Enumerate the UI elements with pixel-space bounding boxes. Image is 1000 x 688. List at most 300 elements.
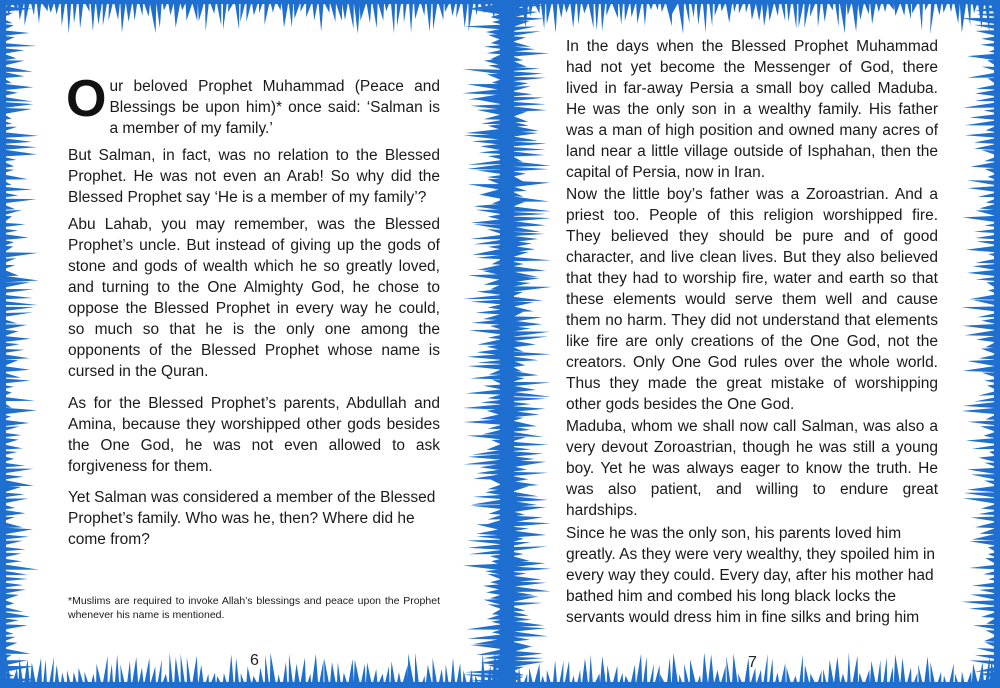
right-flame-spike: [985, 630, 997, 635]
center-flame-spike-right: [512, 602, 542, 606]
center-flame-spike-right: [512, 417, 524, 422]
top-flame-spike: [703, 2, 707, 33]
right-flame-spike: [978, 511, 997, 516]
center-flame-spike-left: [471, 219, 503, 225]
center-flame-spike-left: [467, 540, 502, 545]
bottom-flame-spike: [150, 667, 156, 687]
right-flame-spike: [976, 210, 998, 217]
top-flame-spike: [936, 2, 942, 16]
center-flame-spike-left: [474, 204, 503, 210]
center-flame-spike-left: [467, 160, 502, 165]
center-flame-spike-right: [512, 442, 549, 446]
right-flame-spike: [974, 25, 997, 30]
right-flame-spike: [976, 241, 997, 245]
right-flame-spike: [984, 481, 998, 486]
left-flame-spike: [3, 426, 20, 431]
center-flame-spike-left: [488, 604, 503, 609]
center-flame-spike-right: [512, 151, 544, 156]
left-flame-spike: [3, 36, 15, 42]
top-flame-spike: [624, 2, 629, 21]
center-flame-spike-right: [512, 667, 524, 671]
top-flame-spike: [409, 2, 413, 33]
center-flame-spike-right: [512, 42, 531, 47]
center-flame-spike-right: [512, 326, 531, 331]
left-flame-spike: [3, 390, 12, 396]
top-flame-spike: [858, 2, 864, 20]
center-flame-spike-right: [512, 186, 527, 192]
center-flame-spike-left: [470, 104, 502, 109]
center-flame-spike-left: [487, 175, 502, 179]
center-flame-spike-right: [512, 111, 528, 117]
center-flame-spike-left: [492, 200, 503, 205]
left-flame-spike: [3, 354, 30, 359]
right-flame-spike: [986, 198, 998, 204]
bottom-flame-spike: [900, 658, 906, 686]
bottom-flame-spike: [402, 665, 408, 687]
bottom-flame-spike: [96, 664, 102, 687]
center-flame-spike-right: [512, 552, 524, 556]
left-flame-spike: [3, 84, 33, 91]
bottom-flame-spike: [823, 669, 827, 686]
center-flame-spike-right: [512, 331, 550, 336]
center-flame-spike-right: [512, 421, 537, 428]
center-flame-spike-left: [482, 430, 502, 435]
bottom-flame-spike: [600, 656, 606, 686]
left-flame-spike: [3, 19, 13, 23]
bottom-flame-spike: [913, 673, 918, 687]
center-flame-spike-left: [492, 20, 502, 25]
left-flame-spike: [3, 493, 25, 498]
left-flame-spike: [3, 528, 33, 535]
top-flame-spike: [942, 2, 947, 13]
right-flame-spike: [984, 157, 997, 162]
center-flame-spike-right: [512, 212, 546, 216]
center-flame-spike-left: [491, 440, 502, 445]
left-flame-spike: [3, 282, 31, 288]
left-flame-spike: [3, 553, 22, 558]
center-flame-spike-right: [511, 156, 522, 161]
center-flame-spike-right: [512, 36, 526, 42]
bottom-flame-spike: [870, 661, 876, 686]
bottom-flame-spike: [456, 663, 462, 686]
top-flame-spike: [774, 2, 779, 16]
left-flame-spike: [2, 114, 11, 120]
top-flame-spike: [709, 2, 713, 27]
left-flame-spike: [3, 577, 28, 581]
center-spine-flame-border: [462, 0, 552, 688]
top-flame-spike: [619, 2, 623, 25]
center-flame-spike-right: [512, 611, 529, 617]
top-flame-spike: [564, 2, 570, 13]
top-flame-spike: [150, 2, 157, 34]
bottom-flame-spike: [672, 653, 679, 686]
center-flame-spike-left: [487, 74, 503, 81]
left-flame-spike: [3, 307, 35, 312]
center-flame-spike-right: [512, 561, 546, 568]
top-flame-spike: [156, 2, 162, 28]
right-flame-spike: [970, 594, 997, 600]
center-flame-spike-left: [477, 360, 502, 364]
center-flame-spike-right: [512, 481, 539, 487]
right-flame-spike: [981, 672, 997, 678]
right-flame-spike: [966, 438, 997, 444]
top-flame-spike: [697, 2, 702, 25]
center-flame-spike-right: [512, 46, 535, 51]
top-flame-spike: [846, 2, 851, 16]
top-flame-spike: [883, 2, 888, 12]
center-flame-spike-right: [512, 397, 546, 401]
center-flame-spike-left: [463, 564, 502, 571]
top-flame-spike: [54, 2, 60, 15]
top-flame-spike: [595, 2, 599, 31]
top-flame-spike: [378, 2, 384, 21]
right-flame-spike: [982, 150, 998, 155]
center-flame-spike-left: [476, 210, 503, 215]
right-flame-spike: [972, 264, 997, 270]
bottom-flame-spike: [445, 664, 449, 686]
left-flame-spike: [3, 54, 17, 61]
top-flame-spike: [217, 2, 222, 26]
center-flame-spike-right: [512, 226, 541, 232]
top-flame-spike: [768, 2, 774, 21]
center-flame-spike-left: [488, 515, 503, 520]
top-flame-spike: [223, 2, 227, 30]
top-flame-spike: [252, 2, 258, 16]
left-flame-spike: [3, 312, 33, 317]
bottom-flame-spike: [792, 676, 798, 687]
center-flame-spike-right: [512, 51, 549, 56]
left-flame-spike: [2, 654, 11, 660]
left-flame-spike: [3, 559, 22, 564]
bottom-flame-spike: [378, 674, 385, 687]
right-flame-spike: [988, 552, 998, 557]
top-flame-spike: [366, 2, 371, 23]
center-flame-spike-left: [487, 444, 503, 451]
bottom-flame-spike: [943, 676, 947, 687]
bottom-flame-spike: [187, 657, 191, 686]
left-flame-spike: [3, 132, 39, 138]
bottom-flame-spike: [714, 670, 721, 686]
bottom-flame-spike: [564, 661, 570, 686]
left-flame-spike: [3, 229, 18, 234]
page-number-right: 7: [748, 654, 757, 671]
right-flame-spike: [979, 456, 998, 463]
center-flame-spike-left: [469, 330, 502, 335]
center-flame-spike-right: [512, 171, 526, 177]
top-flame-spike: [186, 2, 193, 21]
bottom-flame-spike: [864, 670, 870, 687]
top-flame-spike: [192, 2, 198, 21]
top-flame-spike: [828, 2, 833, 11]
left-flame-spike: [3, 30, 30, 36]
bottom-flame-spike: [769, 658, 774, 686]
top-flame-spike: [73, 2, 77, 23]
center-flame-spike-left: [480, 144, 502, 151]
top-flame-spike: [648, 2, 653, 10]
top-flame-spike: [433, 2, 438, 30]
center-flame-spike-right: [512, 591, 535, 597]
top-flame-spike: [798, 2, 803, 28]
top-flame-spike: [354, 2, 360, 34]
center-flame-spike-right: [512, 316, 543, 322]
right-flame-spike: [974, 397, 997, 402]
bottom-flame-spike: [54, 665, 59, 686]
center-flame-spike-left: [480, 195, 502, 199]
right-flame-spike: [967, 468, 997, 475]
left-flame-spike: [3, 385, 14, 389]
top-flame-spike: [384, 2, 389, 11]
center-flame-spike-left: [477, 349, 503, 356]
center-flame-spike-left: [477, 255, 502, 259]
center-flame-spike-right: [511, 676, 523, 682]
bottom-flame-spike: [738, 674, 743, 687]
left-flame-spike: [3, 373, 22, 378]
bottom-flame-spike: [181, 654, 186, 686]
top-flame-spike: [582, 2, 589, 14]
top-flame-spike: [793, 2, 798, 29]
center-flame-spike-left: [473, 474, 502, 480]
left-flame-spike: [3, 66, 33, 72]
top-flame-spike: [612, 1, 618, 18]
center-flame-spike-right: [512, 161, 551, 167]
right-flame-spike: [969, 540, 997, 545]
bottom-flame-spike: [241, 673, 246, 686]
right-flame-spike: [974, 229, 997, 233]
bottom-flame-spike: [192, 656, 198, 687]
center-flame-spike-left: [490, 579, 502, 585]
center-flame-spike-left: [470, 505, 502, 509]
bottom-flame-spike: [559, 661, 564, 687]
bottom-flame-spike: [277, 674, 281, 686]
bottom-flame-spike: [810, 674, 816, 687]
bottom-flame-spike: [102, 656, 107, 686]
right-flame-spike: [975, 655, 997, 660]
top-flame-spike: [306, 2, 312, 18]
left-flame-spike: [3, 252, 38, 258]
top-flame-spike: [336, 2, 343, 22]
top-flame-spike: [655, 2, 659, 10]
bottom-flame-spike: [138, 668, 144, 687]
left-flame-spike: [3, 121, 12, 125]
center-flame-spike-left: [473, 639, 502, 646]
bottom-flame-spike: [312, 654, 319, 686]
left-flame-spike: [3, 349, 25, 353]
left-flame-spike: [3, 408, 37, 415]
center-flame-spike-left: [484, 114, 503, 120]
center-flame-spike-left: [473, 495, 502, 499]
right-flame-spike: [986, 342, 998, 348]
center-flame-spike-left: [472, 319, 503, 324]
top-flame-spike: [450, 2, 456, 16]
bottom-flame-spike: [258, 667, 264, 686]
bottom-flame-spike: [91, 674, 96, 686]
center-flame-spike-right: [512, 392, 552, 397]
left-flame-spike: [3, 535, 29, 540]
center-flame-spike-left: [490, 324, 502, 330]
bottom-flame-spike: [834, 657, 841, 686]
bottom-flame-spike: [252, 676, 259, 687]
top-flame-spike: [228, 1, 234, 12]
right-paragraph-3: Maduba, whom we shall now call Salman, was also a very devout Zoroastrian, though he was still a young boy. Yet he was always eager to know the truth. He was also patient, and willing to endure great hardships.: [566, 418, 938, 519]
bottom-flame-spike: [852, 656, 858, 687]
left-flame-spike: [3, 276, 39, 283]
center-flame-spike-left: [467, 84, 502, 90]
top-flame-spike: [636, 2, 642, 24]
left-flame-spike: [3, 301, 38, 305]
left-paragraph-5: Yet Salman was considered a member of the Blessed Prophet’s family. Who was he, then? Where did he come from?: [68, 489, 436, 548]
right-flame-spike: [981, 348, 998, 355]
left-flame-spike: [3, 48, 25, 54]
top-flame-spike: [397, 2, 402, 26]
left-flame-spike: [3, 522, 23, 528]
right-flame-spike: [967, 73, 997, 78]
center-flame-spike-left: [472, 450, 502, 455]
top-flame-spike: [264, 2, 269, 25]
top-flame-spike: [240, 2, 245, 22]
left-flame-spike: [2, 270, 18, 277]
right-flame-spike: [987, 60, 998, 66]
left-flame-spike: [3, 672, 15, 678]
right-flame-spike: [978, 193, 997, 198]
center-flame-spike-left: [492, 609, 503, 616]
left-paragraph-3: Abu Lahab, you may remember, was the Blessed Prophet’s uncle. But instead of giving up the gods of stone and gods of wealth which he so greatly loved, and turning to the One Almighty God, he chose to oppose the Blessed Prophet in every way he could, so much so that he is the only one among the opponents of the Blessed Prophet whose name is cursed in the Quran.: [68, 216, 440, 380]
center-flame-spike-right: [512, 251, 529, 257]
top-flame-spike: [672, 1, 678, 14]
center-flame-spike-left: [464, 460, 503, 465]
top-flame-spike: [720, 2, 725, 12]
right-flame-spike: [984, 379, 997, 384]
left-flame-spike: [3, 379, 31, 384]
bottom-flame-spike: [169, 652, 173, 686]
right-flame-spike: [965, 132, 997, 138]
bottom-flame-spike: [127, 661, 132, 686]
right-flame-spike: [980, 43, 997, 48]
center-flame-spike-right: [512, 221, 546, 227]
right-flame-spike: [963, 402, 997, 408]
center-flame-spike-right: [512, 147, 546, 151]
left-flame-spike: [3, 642, 18, 649]
center-flame-spike-right: [512, 607, 526, 612]
center-flame-spike-right: [512, 567, 551, 572]
top-flame-spike: [421, 2, 426, 16]
top-flame-spike: [360, 2, 367, 21]
right-flame-spike: [967, 486, 997, 492]
left-flame-spike: [3, 685, 29, 688]
right-flame-spike: [975, 522, 997, 529]
bottom-flame-spike: [289, 654, 294, 686]
right-flame-spike: [974, 684, 997, 688]
center-flame-spike-right: [512, 67, 540, 71]
center-flame-spike-left: [488, 214, 502, 220]
center-flame-spike-right: [512, 106, 547, 111]
right-flame-spike: [979, 204, 997, 211]
top-flame-spike: [144, 2, 151, 17]
right-flame-spike: [985, 223, 998, 227]
top-flame-spike: [876, 2, 881, 12]
center-flame-spike-right: [512, 506, 546, 513]
top-flame-spike: [577, 2, 581, 25]
center-flame-spike-left: [476, 535, 502, 539]
center-flame-spike-right: [512, 1, 545, 7]
center-flame-spike-right: [512, 281, 531, 287]
left-flame-spike: [3, 420, 29, 427]
bottom-flame-spike: [949, 663, 954, 686]
center-flame-spike-right: [512, 406, 545, 412]
center-flame-spike-left: [463, 675, 502, 680]
top-flame-spike: [558, 2, 564, 18]
left-flame-spike: [3, 150, 37, 157]
center-flame-spike-left: [486, 589, 502, 595]
left-flame-spike: [3, 444, 23, 449]
left-flame-spike: [3, 624, 28, 630]
top-flame-spike: [678, 2, 684, 34]
left-flame-spike: [3, 319, 18, 324]
right-flame-spike: [968, 186, 997, 192]
left-flame-spike: [3, 90, 18, 96]
right-flame-spike: [986, 414, 998, 419]
center-flame-spike-left: [476, 649, 502, 655]
left-flame-spike: [3, 144, 37, 150]
center-flame-spike-left: [465, 669, 502, 674]
left-flame-spike: [3, 463, 25, 468]
bottom-flame-spike: [67, 670, 71, 686]
top-flame-spike: [930, 2, 935, 34]
center-flame-spike-left: [471, 680, 502, 685]
center-flame-spike-left: [467, 0, 502, 5]
bottom-flame-spike: [877, 660, 881, 686]
bottom-flame-spike: [162, 674, 169, 687]
center-flame-spike-right: [512, 352, 551, 357]
bottom-flame-spike: [918, 664, 923, 686]
center-flame-spike-left: [474, 240, 502, 245]
right-flame-spike: [989, 49, 997, 54]
center-flame-spike-left: [479, 189, 503, 196]
right-flame-spike: [982, 67, 997, 72]
bottom-flame-spike: [115, 654, 120, 686]
center-flame-spike-left: [476, 524, 502, 531]
right-flame-spike: [973, 300, 997, 306]
center-flame-spike-left: [462, 69, 502, 74]
left-flame-spike: [3, 564, 39, 570]
center-flame-spike-right: [511, 61, 526, 67]
bottom-flame-spike: [799, 654, 803, 686]
right-flame-spike: [981, 36, 997, 42]
center-flame-spike-right: [512, 167, 549, 172]
left-flame-spike: [3, 234, 29, 240]
center-flame-spike-right: [512, 402, 531, 406]
center-flame-spike-right: [512, 411, 540, 418]
top-flame-spike: [444, 2, 449, 13]
left-flame-spike: [3, 199, 37, 204]
bottom-flame-spike: [607, 665, 612, 686]
top-flame-spike: [210, 2, 216, 14]
center-flame-spike-left: [467, 634, 502, 639]
left-flame-border-graphic: [0, 0, 40, 688]
top-flame-spike: [180, 2, 186, 11]
top-flame-spike: [666, 2, 673, 27]
center-flame-spike-right: [512, 257, 551, 262]
left-flame-spike: [2, 403, 11, 408]
bottom-flame-spike: [49, 657, 54, 686]
bottom-flame-spike: [120, 664, 125, 686]
bottom-flame-spike: [553, 660, 558, 686]
bottom-flame-spike: [415, 653, 419, 687]
top-flame-spike: [174, 2, 181, 28]
center-flame-spike-left: [480, 659, 502, 665]
left-flame-spike: [3, 678, 37, 684]
top-flame-spike: [894, 2, 901, 16]
top-flame-spike: [103, 2, 108, 26]
